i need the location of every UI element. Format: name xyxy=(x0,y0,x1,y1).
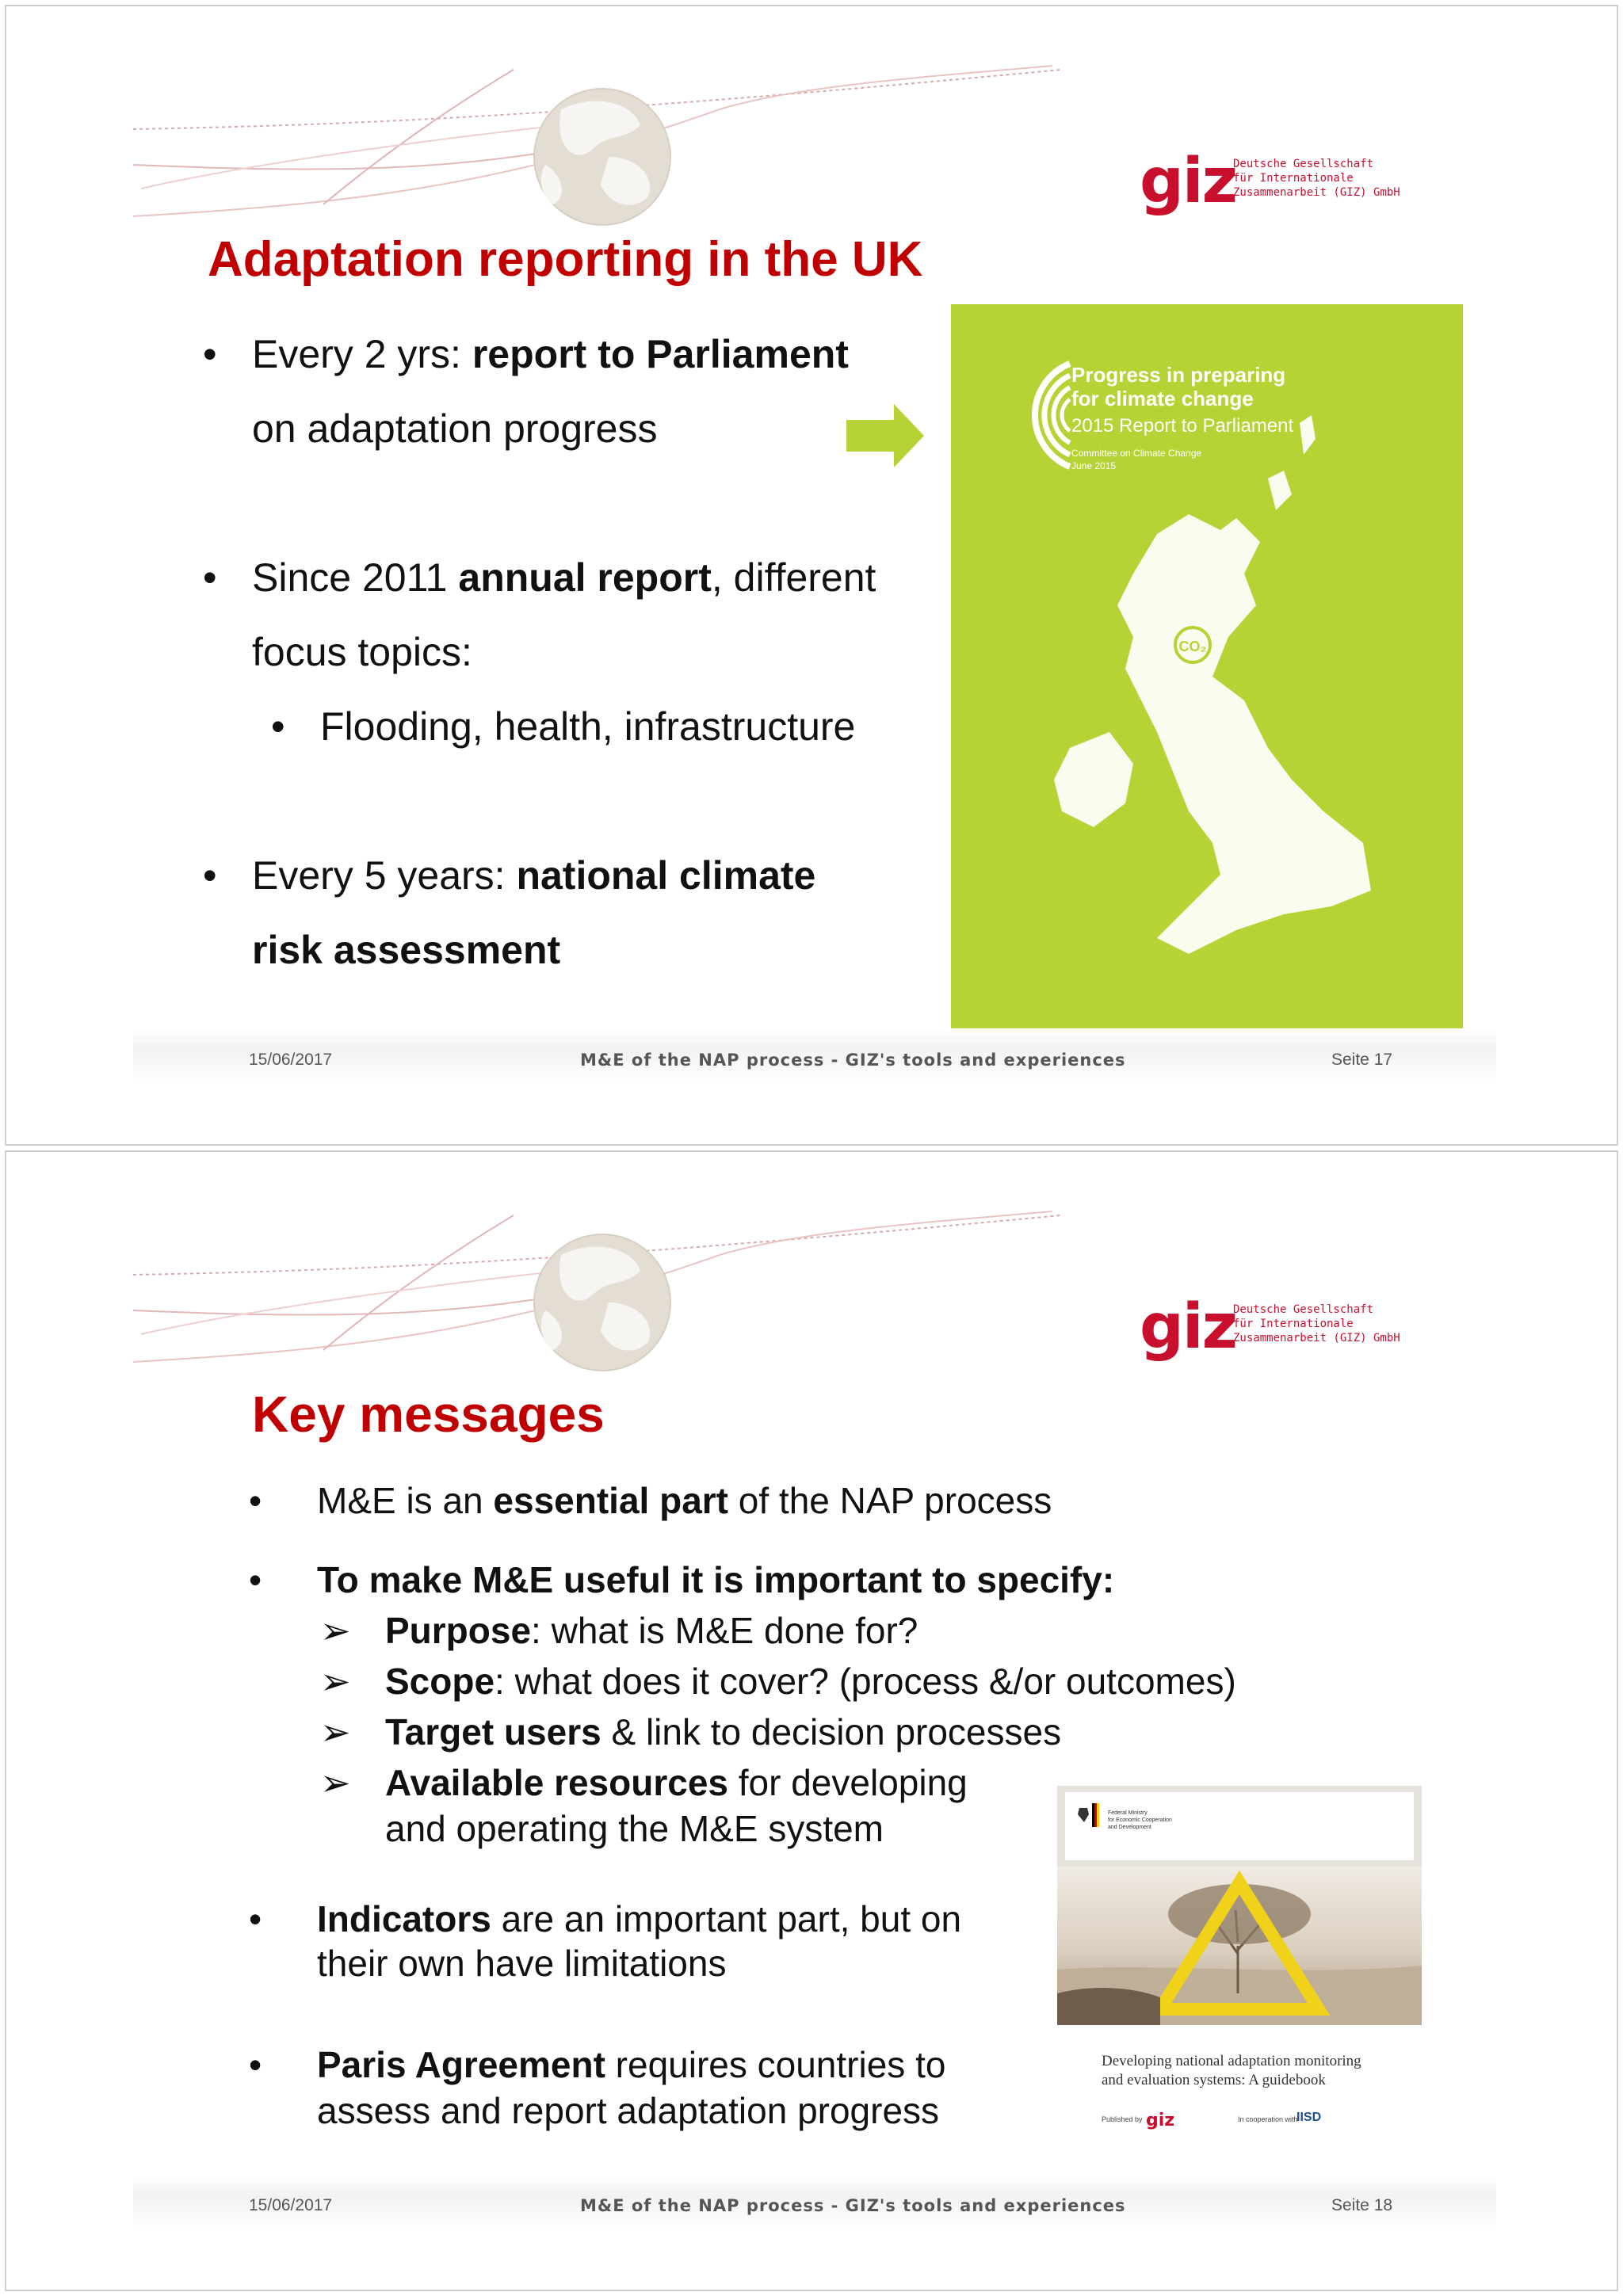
bullet-bold: Paris Agreement xyxy=(317,2044,605,2085)
footer-title: M&E of the NAP process - GIZ's tools and experiences xyxy=(580,1051,1126,1070)
sub-bullet-resources xyxy=(385,1760,968,1805)
bullet-bold: Purpose xyxy=(385,1610,532,1651)
bullet-marker: • xyxy=(249,1559,262,1600)
bullet-text: : what does it cover? (process &/or outcomes) xyxy=(495,1661,1236,1702)
giz-line3: Zusammenarbeit (GIZ) GmbH xyxy=(1233,1332,1400,1344)
giz-line3: Zusammenarbeit (GIZ) GmbH xyxy=(1233,186,1400,199)
bullet-bold: annual report xyxy=(458,555,712,600)
giz-line2: für Internationale xyxy=(1233,1318,1354,1330)
giz-name-text xyxy=(1233,1302,1400,1345)
slide-title: Key messages xyxy=(252,1386,605,1443)
guidebook-title xyxy=(1102,2052,1361,2090)
report-cover-image xyxy=(951,304,1463,1030)
giz-line1: Deutsche Gesellschaft xyxy=(1233,1303,1374,1316)
bullet-risk-assessment xyxy=(252,838,815,913)
footer-page-number: Seite 17 xyxy=(1331,1051,1393,1069)
co2-label: CO₂ xyxy=(1178,639,1207,654)
bullet-marker: • xyxy=(203,853,217,898)
bullet-paris-agreement xyxy=(317,2042,945,2087)
giz-logo xyxy=(1140,146,1409,217)
bullet-marker: • xyxy=(249,1480,262,1521)
bullet-bold: essential part xyxy=(493,1480,728,1521)
globe-icon xyxy=(534,89,670,225)
bullet-marker: • xyxy=(203,555,217,600)
cover-title-line2: for climate change xyxy=(1071,387,1254,410)
giz-name-text xyxy=(1233,157,1400,200)
sub-bullet-target-users xyxy=(385,1710,1061,1754)
bullet-annual-report xyxy=(252,540,876,615)
tree-triangle-photo xyxy=(1057,1867,1422,2025)
sub-bullet-marker: • xyxy=(271,704,285,749)
bullet-report-parliament xyxy=(252,317,849,391)
cover-title-line1: Progress in preparing xyxy=(1071,363,1286,387)
ministry-line1: Federal Ministry xyxy=(1108,1810,1148,1816)
bullet-text: , different xyxy=(711,555,876,600)
bullet-indicators xyxy=(317,1897,961,1941)
right-arrow-icon xyxy=(846,404,926,467)
bullet-bold: report to Parliament xyxy=(472,332,849,376)
guidebook-title-line2: and evaluation systems: A guidebook xyxy=(1102,2072,1326,2088)
ministry-name xyxy=(1108,1810,1172,1831)
bullet-line2: focus topics: xyxy=(252,630,472,674)
bullet-text: requires countries to xyxy=(605,2044,946,2085)
cover-committee-name: Committee on Climate Change xyxy=(1071,448,1202,459)
arrow-bullet-icon: ➢ xyxy=(320,1711,351,1753)
bullet-marker: • xyxy=(249,2044,262,2085)
bullet-line2: risk assessment xyxy=(252,928,561,972)
bullet-essential-part xyxy=(317,1478,1052,1523)
bullet-specify: To make M&E useful it is important to specify: xyxy=(317,1559,1115,1600)
footer-date: 15/06/2017 xyxy=(249,1051,333,1069)
arrow-bullet-icon: ➢ xyxy=(320,1661,351,1702)
guidebook-cover-image xyxy=(1057,1786,1422,2174)
uk-map-icon xyxy=(951,304,1463,1030)
guidebook-header-panel xyxy=(1065,1792,1414,1860)
footer-page-number: Seite 18 xyxy=(1331,2196,1393,2214)
bullet-text: of the NAP process xyxy=(728,1480,1052,1521)
sub-bullet-purpose xyxy=(385,1608,918,1653)
bullet-line2: assess and report adaptation progress xyxy=(317,2090,940,2131)
bullet-bold: Target users xyxy=(385,1711,601,1753)
ministry-line3: and Development xyxy=(1108,1825,1151,1830)
bullet-text: Every 5 years: xyxy=(252,853,517,898)
cover-subtitle: 2015 Report to Parliament xyxy=(1071,415,1294,437)
giz-logo xyxy=(1140,1291,1409,1363)
bullet-text: : what is M&E done for? xyxy=(531,1610,918,1651)
slide-18 xyxy=(5,1150,1618,2291)
bullet-marker: • xyxy=(249,1898,262,1939)
globe-swoosh-decoration xyxy=(6,1152,1618,1405)
bullet-text: Since 2011 xyxy=(252,555,459,600)
guidebook-title-line1: Developing national adaptation monitoring xyxy=(1102,2053,1361,2069)
sub-bullet-scope xyxy=(385,1659,1236,1703)
cooperation-label: In cooperation with xyxy=(1238,2115,1298,2123)
footer-date: 15/06/2017 xyxy=(249,2196,333,2214)
giz-wordmark: giz xyxy=(1140,146,1236,217)
sub-bullet-focus-topics: Flooding, health, infrastructure xyxy=(320,704,856,749)
bullet-bold: Available resources xyxy=(385,1762,728,1803)
published-by-label: Published by xyxy=(1102,2115,1143,2123)
german-eagle-icon xyxy=(1076,1803,1105,1827)
guidebook-header xyxy=(1057,1786,1422,1867)
bullet-text: & link to decision processes xyxy=(601,1711,1062,1753)
guidebook-giz-logo: giz xyxy=(1146,2111,1175,2130)
bullet-bold: national climate xyxy=(516,853,816,898)
slide-17 xyxy=(5,5,1618,1146)
giz-line1: Deutsche Gesellschaft xyxy=(1233,158,1374,170)
bullet-bold: Scope xyxy=(385,1661,495,1702)
bullet-marker: • xyxy=(203,332,217,376)
giz-line2: für Internationale xyxy=(1233,172,1354,185)
bullet-text: M&E is an xyxy=(317,1480,494,1521)
slide-title: Adaptation reporting in the UK xyxy=(208,232,923,287)
bullet-text: are an important part, but on xyxy=(491,1898,962,1939)
giz-wordmark: giz xyxy=(1140,1291,1236,1363)
bullet-line2: on adaptation progress xyxy=(252,406,658,451)
iisd-logo: IISD xyxy=(1296,2111,1322,2124)
globe-icon xyxy=(534,1234,670,1371)
bullet-line2: their own have limitations xyxy=(317,1943,727,1984)
arrow-bullet-icon: ➢ xyxy=(320,1762,351,1803)
arrow-bullet-icon: ➢ xyxy=(320,1610,351,1651)
bullet-bold: Indicators xyxy=(317,1898,491,1939)
globe-swoosh-decoration xyxy=(6,6,1618,260)
bullet-text: Every 2 yrs: xyxy=(252,332,472,376)
bullet-text: for developing xyxy=(727,1762,968,1803)
cover-date: June 2015 xyxy=(1071,460,1117,471)
ministry-line2: for Economic Cooperation xyxy=(1108,1817,1172,1823)
bullet-line2: and operating the M&E system xyxy=(385,1808,884,1849)
footer-title: M&E of the NAP process - GIZ's tools and experiences xyxy=(580,2196,1126,2215)
